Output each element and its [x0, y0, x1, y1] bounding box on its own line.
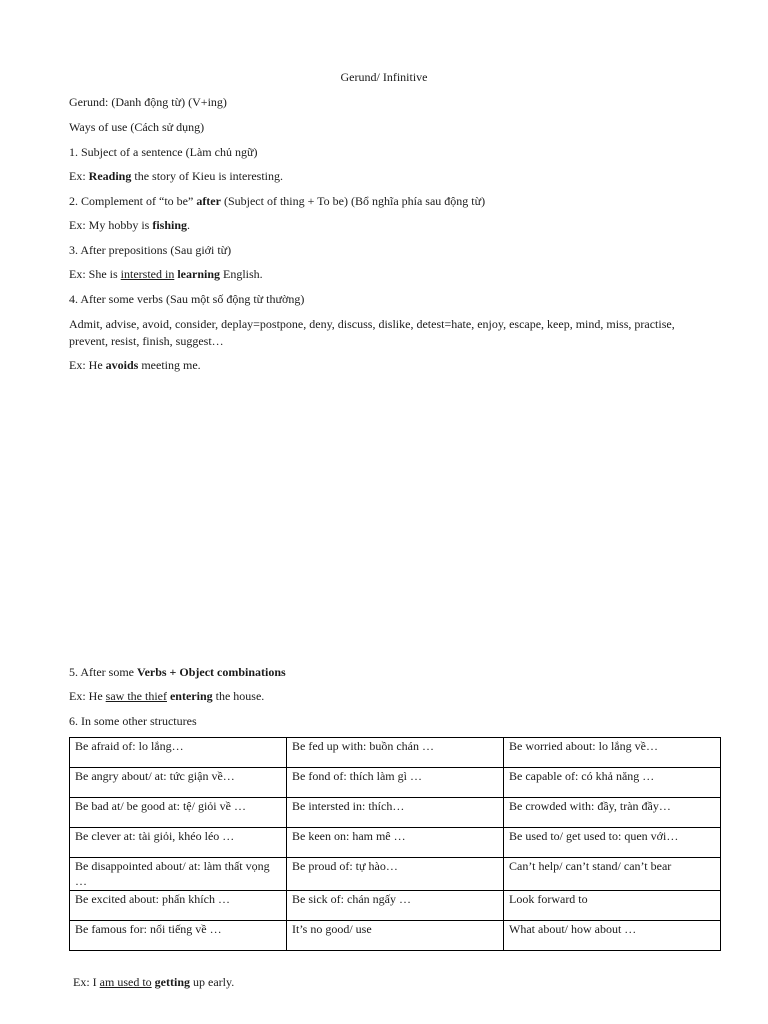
section-4-heading: 4. After some verbs (Sau một số động từ thường)	[69, 292, 305, 306]
example-keyword: avoids	[105, 358, 139, 372]
table-cell: Be capable of: có khả năng …	[504, 768, 721, 798]
table-cell: What about/ how about …	[504, 921, 721, 951]
heading-keyword: Verbs + Object combinations	[137, 665, 286, 679]
table-cell: Be afraid of: lo lắng…	[70, 738, 287, 768]
table-cell: Be clever at: tài giỏi, khéo léo …	[70, 828, 287, 858]
section-4-example	[69, 358, 201, 373]
section-2-example	[69, 218, 190, 233]
example-underlined: am used to	[99, 975, 152, 989]
heading-keyword: after	[196, 194, 221, 208]
section-1-example	[69, 169, 283, 184]
heading-part: 2. Complement of “to be”	[69, 194, 197, 208]
example-underlined: saw the thief	[105, 689, 167, 703]
table-cell: It’s no good/ use	[287, 921, 504, 951]
table-row	[70, 858, 721, 891]
table-cell: Be intersted in: thích…	[287, 798, 504, 828]
document-title: Gerund/ Infinitive	[340, 70, 428, 84]
table-row	[70, 921, 721, 951]
gerund-definition: Gerund: (Danh động từ) (V+ing)	[69, 95, 227, 109]
example-keyword: Reading	[88, 169, 132, 183]
table-cell: Be fed up with: buồn chán …	[287, 738, 504, 768]
section-3-heading: 3. After prepositions (Sau giới từ)	[69, 243, 232, 257]
table-cell: Be angry about/ at: tức giận về…	[70, 768, 287, 798]
example-prefix: Ex:	[69, 169, 89, 183]
example-prefix: Ex: He	[69, 689, 106, 703]
table-cell: Be proud of: tự hào…	[287, 858, 504, 891]
example-rest: .	[187, 218, 191, 232]
section-3-example	[69, 267, 263, 282]
table-row	[70, 798, 721, 828]
table-cell: Be bad at/ be good at: tệ/ giỏi về …	[70, 798, 287, 828]
example-prefix: Ex: She is	[69, 267, 121, 281]
example-rest: the story of Kieu is interesting.	[131, 169, 283, 183]
example-rest: meeting me.	[138, 358, 201, 372]
example-prefix: Ex: He	[69, 358, 106, 372]
table-cell: Be fond of: thích làm gì …	[287, 768, 504, 798]
table-cell: Be disappointed about/ at: làm thất vọng …	[70, 858, 287, 891]
structures-table	[69, 737, 721, 951]
table-cell: Be keen on: ham mê …	[287, 828, 504, 858]
example-rest: the house.	[212, 689, 265, 703]
table-cell: Can’t help/ can’t stand/ can’t bear	[504, 858, 721, 891]
table-cell: Be crowded with: đầy, tràn đầy…	[504, 798, 721, 828]
example-keyword: fishing	[152, 218, 188, 232]
table-cell: Look forward to	[504, 891, 721, 921]
example-keyword: learning	[177, 267, 220, 281]
section-5-example	[69, 689, 264, 704]
heading-part: 5. After some	[69, 665, 137, 679]
table-row	[70, 738, 721, 768]
table-cell: Be excited about: phấn khích …	[70, 891, 287, 921]
table-cell: Be used to/ get used to: quen với…	[504, 828, 721, 858]
heading-part: (Subject of thing + To be) (Bổ nghĩa phía sau động từ)	[220, 194, 486, 208]
table-row	[70, 768, 721, 798]
ways-of-use-heading: Ways of use (Cách sử dụng)	[69, 120, 205, 134]
final-example	[73, 975, 234, 990]
table-cell: Be worried about: lo lắng về…	[504, 738, 721, 768]
section-4-verb-list: Admit, advise, avoid, consider, deplay=postpone, deny, discuss, dislike, detest=hate, enjoy, escape, keep, mind, miss, practise, prevent, resist, finish, suggest…	[69, 317, 675, 348]
section-1-heading: 1. Subject of a sentence (Làm chủ ngữ)	[69, 145, 258, 159]
table-row	[70, 828, 721, 858]
table-row	[70, 891, 721, 921]
table-cell: Be famous for: nổi tiếng về …	[70, 921, 287, 951]
example-underlined: intersted in	[120, 267, 175, 281]
example-prefix: Ex: I	[73, 975, 100, 989]
example-rest: English.	[220, 267, 263, 281]
example-prefix: Ex: My hobby is	[69, 218, 153, 232]
section-5-heading	[69, 665, 286, 680]
section-6-heading: 6. In some other structures	[69, 714, 197, 728]
example-keyword: getting	[154, 975, 190, 989]
example-keyword: entering	[169, 689, 213, 703]
example-rest: up early.	[190, 975, 235, 989]
table-cell: Be sick of: chán ngấy …	[287, 891, 504, 921]
section-2-heading	[69, 194, 485, 209]
